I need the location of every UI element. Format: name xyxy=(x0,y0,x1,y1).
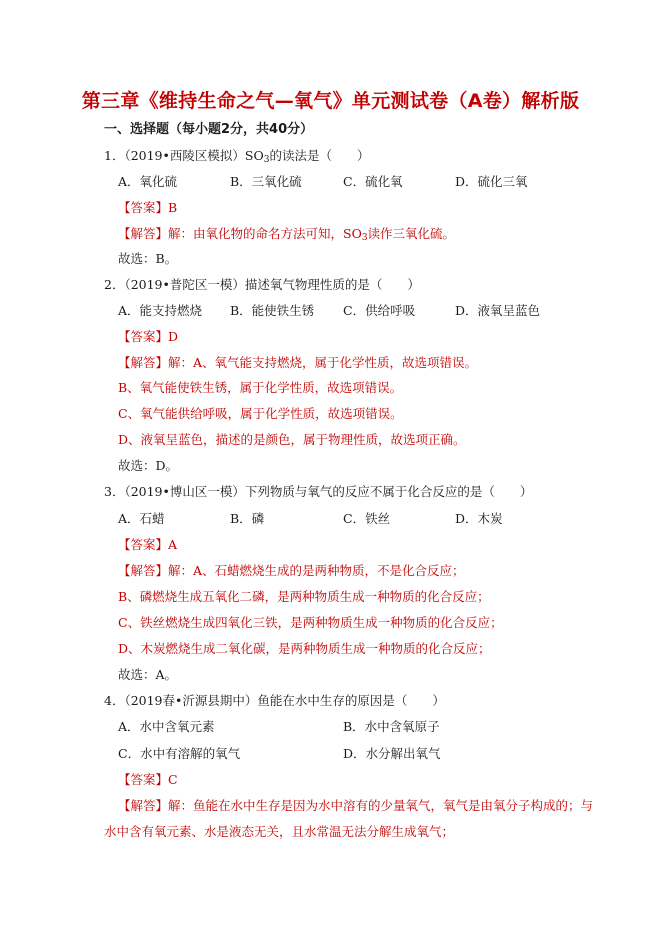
q3-analysis-line: B、磷燃烧生成五氧化二磷，是两种物质生成一种物质的化合反应； xyxy=(118,589,490,604)
q3-analysis-line: D、木炭燃烧生成二氧化碳，是两种物质生成一种物质的化合反应； xyxy=(118,641,491,656)
q3-option-c: C．铁丝 xyxy=(343,511,391,526)
q3-analysis-line: C、铁丝燃烧生成四氧化三铁，是两种物质生成一种物质的化合反应； xyxy=(118,615,503,630)
q4-option-a: A．水中含氧元素 xyxy=(118,719,215,734)
q2-answer: 【答案】D xyxy=(118,329,179,344)
q4-option-b: B．水中含氧原子 xyxy=(343,719,440,734)
q4-option-d: D．水分解出氧气 xyxy=(343,746,441,761)
q3-option-b: B．磷 xyxy=(230,511,265,526)
q3-option-a: A．石蜡 xyxy=(118,511,165,526)
q4-option-c: C．水中有溶解的氧气 xyxy=(118,746,241,761)
q4-analysis-line: 【解答】解：鱼能在水中生存是因为水中溶有的少量氧气，氧气是由氧分子构成的；与 xyxy=(118,798,594,813)
q3-option-d: D．木炭 xyxy=(455,511,503,526)
page-title: 第三章《维持生命之气—氧气》单元测试卷（A卷）解析版 xyxy=(81,90,580,112)
question-4-stem: 4．（2019春•沂源县期中）鱼能在水中生存的原因是（ ） xyxy=(104,693,445,708)
q1-answer: 【答案】B xyxy=(118,200,178,215)
q2-conclusion: 故选：D。 xyxy=(118,458,179,473)
q1-option-d: D．硫化三氧 xyxy=(455,174,528,189)
q3-answer: 【答案】A xyxy=(118,537,178,552)
q1-option-a: A．氧化硫 xyxy=(118,174,178,189)
q4-answer: 【答案】C xyxy=(118,772,178,787)
question-3-stem: 3．（2019•博山区一模）下列物质与氧气的反应不属于化合反应的是（ ） xyxy=(104,484,533,499)
q2-option-c: C．供给呼吸 xyxy=(343,303,416,318)
q1-option-c: C．硫化氧 xyxy=(343,174,403,189)
question-2-stem: 2．（2019•普陀区一模）描述氧气物理性质的是（ ） xyxy=(104,277,420,292)
q2-option-a: A．能支持燃烧 xyxy=(118,303,203,318)
q2-analysis-line: C、氧气能供给呼吸，属于化学性质，故选项错误。 xyxy=(118,406,403,421)
q3-analysis-line: 【解答】解：A、石蜡燃烧生成的是两种物质，不是化合反应； xyxy=(118,563,465,578)
q2-option-b: B．能使铁生锈 xyxy=(230,303,315,318)
q1-option-b: B．三氧化硫 xyxy=(230,174,302,189)
q1-conclusion: 故选：B。 xyxy=(118,251,178,266)
question-1-stem: 1．（2019•西陵区模拟）$SO_3$的读法是（ ） xyxy=(104,148,370,165)
q2-analysis-line: B、氧气能使铁生锈，属于化学性质，故选项错误。 xyxy=(118,380,403,395)
q2-analysis-line: 【解答】解：A、氧气能支持燃烧，属于化学性质，故选项错误。 xyxy=(118,355,478,370)
q2-analysis-line: D、液氧呈蓝色，描述的是颜色，属于物理性质，故选项正确。 xyxy=(118,432,466,447)
q4-analysis-line: 水中含有氧元素、水是液态无关，且水常温无法分解生成氧气； xyxy=(104,824,455,839)
q1-analysis: 【解答】解：由氧化物的命名方法可知，$SO_3$读作三氧化硫。 xyxy=(118,226,456,243)
q3-conclusion: 故选：A。 xyxy=(118,667,178,682)
q2-option-d: D．液氧呈蓝色 xyxy=(455,303,541,318)
section-heading: 一、选择题（每小题2分，共40分） xyxy=(104,122,314,137)
